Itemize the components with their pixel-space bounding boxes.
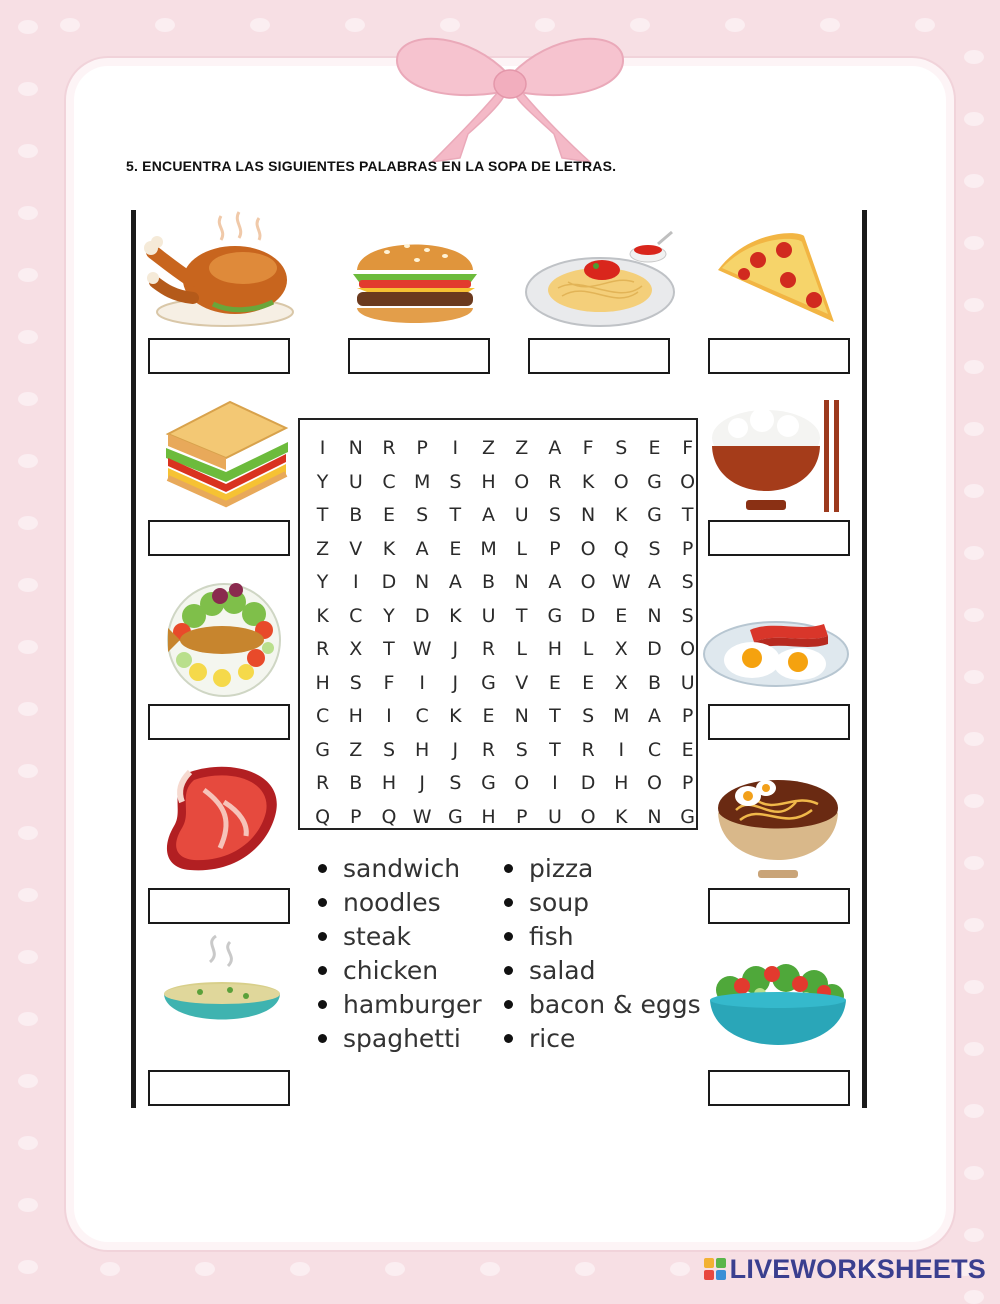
background-dot	[18, 1074, 38, 1088]
background-dot	[725, 18, 745, 32]
grid-cell[interactable]: S	[548, 504, 561, 526]
grid-cell[interactable]: H	[315, 671, 330, 694]
background-dot	[575, 1262, 595, 1276]
grid-cell[interactable]: Z	[515, 437, 529, 459]
grid-cell[interactable]: Z	[482, 437, 496, 459]
word-list-left	[312, 852, 482, 1056]
grid-cell[interactable]: R	[548, 470, 562, 493]
grid-cell[interactable]: Z	[349, 738, 363, 761]
grid-cell[interactable]: N	[580, 504, 596, 526]
grid-cell[interactable]: N	[415, 571, 430, 593]
background-dot	[964, 732, 984, 746]
grid-cell[interactable]: T	[316, 504, 329, 526]
background-dot	[964, 174, 984, 188]
steak-icon	[160, 762, 286, 876]
background-dot	[964, 484, 984, 498]
grid-cell[interactable]: I	[319, 437, 326, 459]
background-dot	[18, 268, 38, 282]
answer-box-pizza[interactable]	[708, 338, 850, 374]
background-dot	[440, 18, 460, 32]
grid-cell[interactable]: T	[383, 638, 395, 660]
background-dot	[18, 1012, 38, 1026]
grid-cell[interactable]: Q	[315, 805, 331, 828]
grid-cell[interactable]: R	[382, 437, 396, 459]
list-item: bacon & eggs	[498, 988, 701, 1022]
background-dot	[915, 18, 935, 32]
grid-cell[interactable]: X	[614, 671, 628, 694]
frame-right-line	[862, 210, 867, 1108]
grid-cell[interactable]: H	[481, 805, 496, 828]
grid-cell[interactable]: P	[681, 772, 694, 794]
background-dot	[964, 1104, 984, 1118]
grid-cell[interactable]: I	[618, 738, 625, 761]
background-dot	[964, 1290, 984, 1304]
grid-cell[interactable]: F	[383, 671, 395, 694]
grid-cell[interactable]: T	[515, 604, 528, 627]
noodle-soup-icon	[714, 772, 842, 880]
word-search-grid	[298, 418, 698, 830]
pizza-icon	[708, 230, 840, 330]
grid-cell[interactable]: V	[349, 537, 363, 560]
grid-cell[interactable]: T	[449, 504, 462, 526]
grid-cell[interactable]: A	[482, 504, 496, 526]
grid-cell[interactable]: Y	[316, 470, 329, 493]
grid-cell[interactable]: G	[481, 772, 496, 794]
word-list-right	[498, 852, 701, 1056]
grid-cell[interactable]: N	[647, 805, 662, 828]
grid-cell[interactable]: O	[580, 537, 596, 560]
grid-cell[interactable]: D	[381, 571, 397, 593]
grid-cell[interactable]: S	[416, 504, 429, 526]
answer-box-steak[interactable]	[148, 888, 290, 924]
grid-cell[interactable]: A	[548, 571, 562, 593]
background-dot	[18, 764, 38, 778]
grid-cell[interactable]: C	[349, 604, 363, 627]
grid-cell[interactable]: G	[647, 470, 662, 493]
background-dot	[964, 298, 984, 312]
grid-cell[interactable]: S	[681, 604, 694, 627]
grid-cell[interactable]: L	[516, 638, 528, 660]
grid-cell[interactable]: I	[352, 571, 359, 593]
background-dot	[964, 608, 984, 622]
list-item: rice	[498, 1022, 701, 1056]
background-dot	[385, 1262, 405, 1276]
grid-cell[interactable]: U	[348, 470, 363, 493]
grid-cell[interactable]: J	[452, 738, 459, 761]
grid-cell[interactable]: J	[452, 638, 459, 660]
grid-cell[interactable]: B	[349, 504, 363, 526]
grid-cell[interactable]: T	[681, 504, 694, 526]
grid-cell[interactable]: E	[615, 604, 628, 627]
grid-cell[interactable]: R	[315, 772, 330, 794]
grid-cell[interactable]: C	[647, 738, 662, 761]
grid-cell[interactable]: Q	[381, 805, 397, 828]
list-item: fish	[498, 920, 701, 954]
rice-bowl-icon	[708, 398, 848, 516]
list-item: noodles	[312, 886, 482, 920]
grid-cell[interactable]: I	[419, 671, 425, 694]
grid-cell[interactable]: P	[681, 705, 694, 727]
grid-cell[interactable]: P	[549, 537, 561, 560]
grid-cell[interactable]: H	[348, 705, 363, 727]
grid-cell[interactable]: D	[414, 604, 430, 627]
grid-cell[interactable]: R	[315, 638, 330, 660]
roast-chicken-icon	[143, 208, 298, 330]
answer-box-bacon-eggs[interactable]	[708, 704, 850, 740]
answer-box-spaghetti[interactable]	[528, 338, 670, 374]
background-dot	[964, 360, 984, 374]
grid-cell[interactable]: O	[514, 470, 530, 493]
background-dot	[964, 546, 984, 560]
grid-cell[interactable]: K	[449, 705, 462, 727]
background-dot	[195, 1262, 215, 1276]
grid-cell[interactable]: H	[614, 772, 629, 794]
grid-cell[interactable]: I	[386, 705, 392, 727]
list-item: spaghetti	[312, 1022, 482, 1056]
background-dot	[18, 950, 38, 964]
background-dot	[18, 640, 38, 654]
grid-cell[interactable]: N	[647, 604, 662, 627]
grid-cell[interactable]: I	[452, 437, 459, 459]
grid-cell[interactable]: N	[348, 437, 363, 459]
grid-cell[interactable]: K	[449, 604, 462, 627]
answer-box-noodles[interactable]	[708, 888, 850, 924]
grid-cell[interactable]: R	[481, 638, 496, 660]
grid-cell[interactable]: S	[615, 437, 628, 459]
grid-cell[interactable]: A	[548, 437, 562, 459]
grid-cell[interactable]: W	[412, 638, 432, 660]
grid-cell[interactable]: H	[481, 470, 496, 493]
background-dot	[964, 794, 984, 808]
grid-cell[interactable]: E	[482, 705, 495, 727]
grid-cell[interactable]: N	[514, 705, 529, 727]
grid-cell[interactable]: M	[613, 705, 630, 727]
background-dot	[18, 206, 38, 220]
background-dot	[18, 702, 38, 716]
list-item: sandwich	[312, 852, 482, 886]
background-dot	[964, 50, 984, 64]
background-dot	[964, 112, 984, 126]
grid-cell[interactable]: S	[449, 772, 462, 794]
spaghetti-icon	[522, 230, 678, 332]
background-dot	[964, 236, 984, 250]
grid-cell[interactable]: A	[448, 571, 462, 593]
answer-box-sandwich[interactable]	[148, 520, 290, 556]
sandwich-icon	[160, 398, 292, 510]
grid-cell[interactable]: N	[514, 571, 529, 593]
background-dot	[964, 1166, 984, 1180]
grid-cell[interactable]: K	[316, 604, 329, 627]
grid-cell[interactable]: C	[382, 470, 396, 493]
grid-cell[interactable]: S	[382, 738, 395, 761]
grid-cell[interactable]: R	[481, 738, 496, 761]
answer-box-salad[interactable]	[708, 1070, 850, 1106]
background-dot	[18, 392, 38, 406]
grid-cell[interactable]: R	[581, 738, 595, 761]
background-dot	[964, 980, 984, 994]
background-dot	[630, 18, 650, 32]
background-dot	[60, 18, 80, 32]
grid-cell[interactable]: P	[515, 805, 528, 828]
background-dot	[18, 516, 38, 530]
background-dot	[155, 18, 175, 32]
grid-cell[interactable]: A	[647, 571, 661, 593]
grid-cell[interactable]: T	[549, 705, 561, 727]
grid-cell[interactable]: U	[547, 805, 562, 828]
background-dot	[964, 422, 984, 436]
grid-cell[interactable]: E	[382, 504, 395, 526]
grid-cell[interactable]: V	[515, 671, 529, 694]
grid-cell[interactable]: S	[349, 671, 362, 694]
background-dot	[964, 918, 984, 932]
soup-bowl-icon	[160, 932, 284, 1038]
grid-cell[interactable]: S	[515, 738, 528, 761]
grid-cell[interactable]: Y	[316, 571, 329, 593]
logo-text: LIVEWORKSHEETS	[729, 1253, 986, 1284]
grid-cell[interactable]: Y	[383, 604, 395, 627]
grid-cell[interactable]: Z	[316, 537, 330, 560]
background-dot	[964, 670, 984, 684]
answer-box-soup[interactable]	[148, 1070, 290, 1106]
background-dot	[18, 454, 38, 468]
grid-cell[interactable]: P	[681, 537, 694, 560]
answer-box-hamburger[interactable]	[348, 338, 490, 374]
grid-cell[interactable]: H	[547, 638, 563, 660]
background-dot	[535, 18, 555, 32]
grid-cell[interactable]: C	[315, 705, 330, 727]
grid-cell[interactable]: G	[447, 805, 463, 828]
grid-cell[interactable]: J	[419, 772, 425, 794]
grid-cell[interactable]: F	[582, 437, 594, 459]
grid-cell[interactable]: O	[613, 470, 629, 493]
grid-cell[interactable]: O	[514, 772, 530, 794]
instruction-heading: 5. ENCUENTRA LAS SIGUIENTES PALABRAS EN LA SOPA DE LETRAS.	[126, 158, 617, 174]
list-item: pizza	[498, 852, 701, 886]
grid-cell[interactable]: P	[416, 437, 428, 459]
grid-cell[interactable]: F	[682, 437, 694, 459]
grid-cell[interactable]: G	[315, 738, 330, 761]
grid-cell[interactable]: W	[611, 571, 631, 593]
grid-cell[interactable]: S	[449, 470, 462, 493]
grid-cell[interactable]: H	[381, 772, 397, 794]
grid-cell[interactable]: O	[646, 772, 662, 794]
grid-cell[interactable]: K	[581, 470, 595, 493]
background-dot	[18, 888, 38, 902]
list-item: salad	[498, 954, 701, 988]
grid-cell[interactable]: H	[415, 738, 430, 761]
grid-cell[interactable]: O	[680, 638, 696, 660]
background-dot	[670, 1262, 690, 1276]
fish-plate-icon	[164, 576, 284, 698]
background-dot	[18, 1136, 38, 1150]
background-dot	[18, 20, 38, 34]
logo-mark-icon	[704, 1258, 726, 1280]
grid-cell[interactable]: A	[647, 705, 661, 727]
grid-cell[interactable]: E	[582, 671, 595, 694]
grid-cell[interactable]: G	[547, 604, 563, 627]
background-dot	[100, 1262, 120, 1276]
answer-box-chicken[interactable]	[148, 338, 290, 374]
grid-cell[interactable]: J	[452, 671, 459, 694]
salad-bowl-icon	[706, 960, 850, 1064]
background-dot	[18, 82, 38, 96]
grid-cell[interactable]: K	[382, 537, 396, 560]
grid-cell[interactable]: B	[482, 571, 496, 593]
background-dot	[18, 1198, 38, 1212]
grid-cell[interactable]: I	[552, 772, 558, 794]
grid-cell[interactable]: X	[349, 638, 363, 660]
background-dot	[964, 856, 984, 870]
grid-cell[interactable]: X	[614, 638, 628, 660]
hamburger-icon	[347, 230, 483, 332]
grid-cell[interactable]: D	[580, 604, 596, 627]
list-item: soup	[498, 886, 701, 920]
grid-cell[interactable]: G	[680, 805, 696, 828]
grid-cell[interactable]: D	[647, 638, 662, 660]
grid-cell[interactable]: E	[449, 537, 462, 560]
grid-cell[interactable]: L	[582, 638, 594, 660]
grid-cell[interactable]: O	[580, 571, 596, 593]
grid-cell[interactable]: Q	[613, 537, 629, 560]
background-dot	[480, 1262, 500, 1276]
grid-cell[interactable]: G	[647, 504, 662, 526]
grid-cell[interactable]: U	[514, 504, 529, 526]
list-item: hamburger	[312, 988, 482, 1022]
grid-cell[interactable]: G	[481, 671, 496, 694]
grid-cell[interactable]: E	[548, 671, 561, 694]
grid-cell[interactable]: E	[648, 437, 661, 459]
answer-box-rice[interactable]	[708, 520, 850, 556]
grid-cell[interactable]: T	[549, 738, 561, 761]
bacon-eggs-icon	[702, 614, 850, 690]
answer-box-fish[interactable]	[148, 704, 290, 740]
list-item: chicken	[312, 954, 482, 988]
grid-cell[interactable]: D	[580, 772, 596, 794]
grid-cell[interactable]: A	[415, 537, 429, 560]
grid-cell[interactable]: W	[412, 805, 432, 828]
ribbon-bow-icon	[390, 34, 630, 164]
background-dot	[18, 1260, 38, 1274]
list-item: steak	[312, 920, 482, 954]
background-dot	[18, 578, 38, 592]
background-dot	[18, 144, 38, 158]
grid-cell[interactable]: K	[615, 504, 628, 526]
grid-cell[interactable]: S	[681, 571, 694, 593]
grid-cell[interactable]: E	[681, 738, 694, 761]
grid-cell[interactable]: B	[349, 772, 363, 794]
grid-cell[interactable]: K	[615, 805, 628, 828]
frame-left-line	[131, 210, 136, 1108]
background-dot	[18, 826, 38, 840]
grid-cell[interactable]: B	[647, 671, 661, 694]
grid-cell[interactable]: L	[516, 537, 528, 560]
grid-cell[interactable]: M	[413, 470, 431, 493]
grid-cell[interactable]: O	[680, 470, 696, 493]
background-dot	[820, 18, 840, 32]
background-dot	[345, 18, 365, 32]
grid-cell[interactable]: U	[481, 604, 496, 627]
background-dot	[964, 1228, 984, 1242]
grid-cell[interactable]: M	[480, 537, 497, 560]
grid-cell[interactable]: S	[648, 537, 661, 560]
grid-cell[interactable]: U	[680, 671, 695, 694]
background-dot	[18, 330, 38, 344]
background-dot	[250, 18, 270, 32]
background-dot	[290, 1262, 310, 1276]
grid-cell[interactable]: S	[582, 705, 595, 727]
background-dot	[964, 1042, 984, 1056]
grid-cell[interactable]: O	[580, 805, 596, 828]
grid-cell[interactable]: P	[350, 805, 362, 828]
grid-cell[interactable]: C	[415, 705, 429, 727]
liveworksheets-logo[interactable]	[704, 1252, 986, 1286]
